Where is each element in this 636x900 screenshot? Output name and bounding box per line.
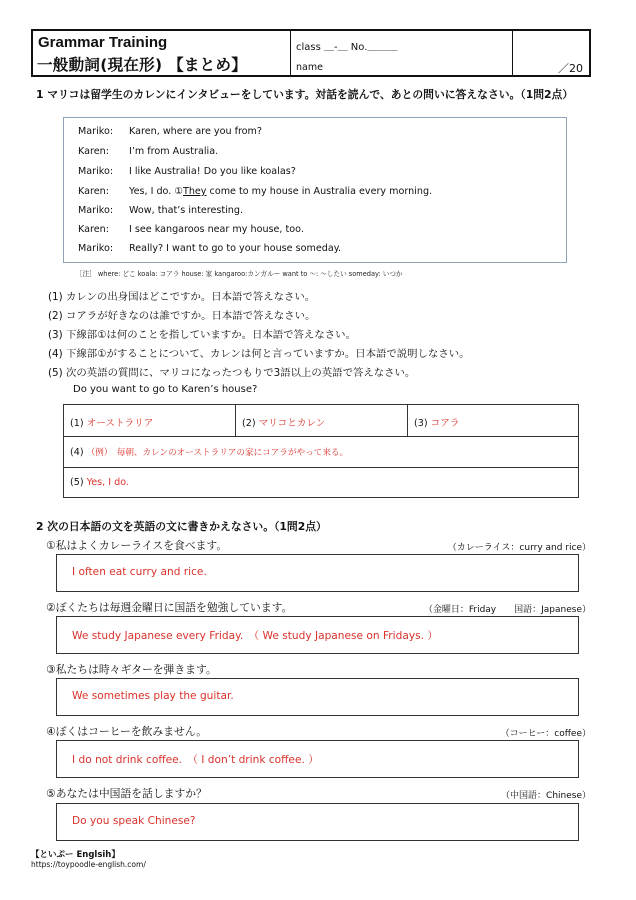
item-1-japanese: ①私はよくカレーライスを食べます。 — [46, 539, 228, 552]
item-4-japanese: ④ぼくはコーヒーを飲みません。 — [46, 725, 208, 738]
line-text: I see kangaroos near my house, too. — [129, 224, 304, 235]
dialog-line — [78, 205, 243, 216]
dialog-line — [78, 224, 304, 235]
dialog-line — [78, 186, 432, 197]
item-number: ⑤ — [46, 787, 56, 800]
item-number: ② — [46, 601, 56, 614]
site-url[interactable]: https://toypoodle-english.com/ — [31, 860, 146, 869]
speaker: Mariko: — [78, 205, 114, 216]
item-1-answer: I often eat curry and rice. — [72, 566, 207, 578]
dialog-line — [78, 126, 262, 137]
answer-3-cell[interactable] — [414, 415, 459, 429]
item-5-japanese: ⑤あなたは中国語を話しますか？ — [46, 787, 207, 800]
item-1-hint: （カレーライス：curry and rice） — [447, 543, 591, 553]
speaker: Karen: — [78, 224, 109, 235]
question-3: (3) 下線部①は何のことを指していますか。日本語で答えなさい。 — [48, 329, 356, 341]
section1-title: 1 マリコは留学生のカレンにインタビューをしています。対話を読んで、あとの問いに答えなさい。（1問2点） — [36, 88, 574, 101]
item-2-answer-box[interactable] — [56, 616, 579, 654]
line-text: I like Australia! Do you like koalas? — [129, 166, 296, 177]
answer-2: マリコとカレン — [258, 418, 326, 429]
class-number-field[interactable]: class ＿-＿ No.＿＿＿ — [296, 42, 398, 53]
dialog-line — [78, 166, 296, 177]
name-field[interactable]: name — [296, 62, 323, 73]
item-4-hint: （コーヒー：coffee） — [500, 729, 591, 739]
item-2-japanese: ②ぼくたちは毎週金曜日に国語を勉強しています。 — [46, 601, 293, 614]
item-3-answer: We sometimes play the guitar. — [72, 690, 234, 702]
item-5-answer-box[interactable] — [56, 803, 579, 841]
underlined-they: They — [182, 186, 207, 197]
question-1: (1) カレンの出身国はどこですか。日本語で答えなさい。 — [48, 291, 316, 303]
answer-4-cell[interactable] — [70, 446, 348, 458]
speaker: Mariko: — [78, 243, 114, 254]
vocab-note: ［注］ where: どこ koala: コアラ house: 家 kangaroo:カンガルー want to ～: ～したい someday: いつか — [76, 270, 403, 278]
line-text: Wow, that’s interesting. — [129, 205, 244, 216]
speaker: Karen: — [78, 186, 109, 197]
brand-logo-text: 【といぷー Englsih】 — [31, 850, 120, 860]
answer-1-label: (1) — [70, 418, 84, 429]
answer-1: オーストラリア — [86, 418, 154, 429]
dialog-line — [78, 243, 341, 254]
item-2-hint: （金曜日：Friday 国語：Japanese） — [423, 605, 591, 615]
question-5-english: Do you want to go to Karen’s house? — [73, 384, 258, 395]
answer-4: （例） 毎朝、カレンのオーストラリアの家にコアラがやって来る。 — [86, 448, 349, 458]
answer-3: コアラ — [430, 418, 460, 429]
answer-5: Yes, I do. — [86, 477, 129, 488]
answer-2-label: (2) — [242, 418, 256, 429]
answer-2-cell[interactable] — [242, 415, 325, 429]
score-field: ／20 — [558, 62, 583, 75]
question-4: (4) 下線部①がすることについて、カレンは何と言っていますか。日本語で説明しなさい。 — [48, 348, 470, 360]
item-3-answer-box[interactable] — [56, 678, 579, 716]
item-number: ③ — [46, 663, 56, 676]
worksheet-header — [31, 29, 591, 77]
answer-3-label: (3) — [414, 418, 428, 429]
item-number: ① — [46, 539, 56, 552]
line-text-post: come to my house in Australia every morning. — [206, 186, 433, 197]
item-1-answer-box[interactable] — [56, 554, 579, 592]
answer-5-cell[interactable] — [70, 477, 129, 488]
item-4-answer-box[interactable] — [56, 740, 579, 778]
answer-5-label: (5) — [70, 477, 84, 488]
item-5-answer: Do you speak Chinese? — [72, 815, 196, 827]
section2-title: 2 次の日本語の文を英語の文に書きかえなさい。（1問2点） — [36, 520, 327, 533]
title-japanese: 一般動詞(現在形) 【まとめ】 — [37, 56, 248, 74]
dialog-box — [63, 117, 567, 263]
title-english: Grammar Training — [38, 34, 168, 51]
question-2: (2) コアラが好きなのは誰ですか。日本語で答えなさい。 — [48, 310, 316, 322]
speaker: Karen: — [78, 146, 109, 157]
student-info-cell — [290, 31, 513, 75]
item-3-japanese: ③私たちは時々ギターを弾きます。 — [46, 663, 217, 676]
dialog-line — [78, 146, 218, 157]
answer-table — [63, 404, 579, 498]
line-text: Really? I want to go to your house someday. — [129, 243, 342, 254]
answer-1-cell[interactable] — [70, 415, 153, 429]
item-2-answer: We study Japanese every Friday. （ We study Japanese on Fridays. ） — [72, 630, 438, 642]
item-number: ④ — [46, 725, 56, 738]
line-text: I’m from Australia. — [129, 146, 219, 157]
question-5: (5) 次の英語の質問に、マリコになったつもりで3語以上の英語で答えなさい。 — [48, 367, 416, 379]
speaker: Mariko: — [78, 126, 114, 137]
item-5-hint: （中国語：Chinese） — [501, 791, 591, 801]
speaker: Mariko: — [78, 166, 114, 177]
answer-4-label: (4) — [70, 447, 84, 458]
item-4-answer: I do not drink coffee. （ I don’t drink coffee. ） — [72, 754, 319, 766]
line-text: Karen, where are you from? — [129, 126, 262, 137]
title-cell — [33, 31, 291, 75]
line-text-pre: Yes, I do. ① — [129, 186, 183, 197]
